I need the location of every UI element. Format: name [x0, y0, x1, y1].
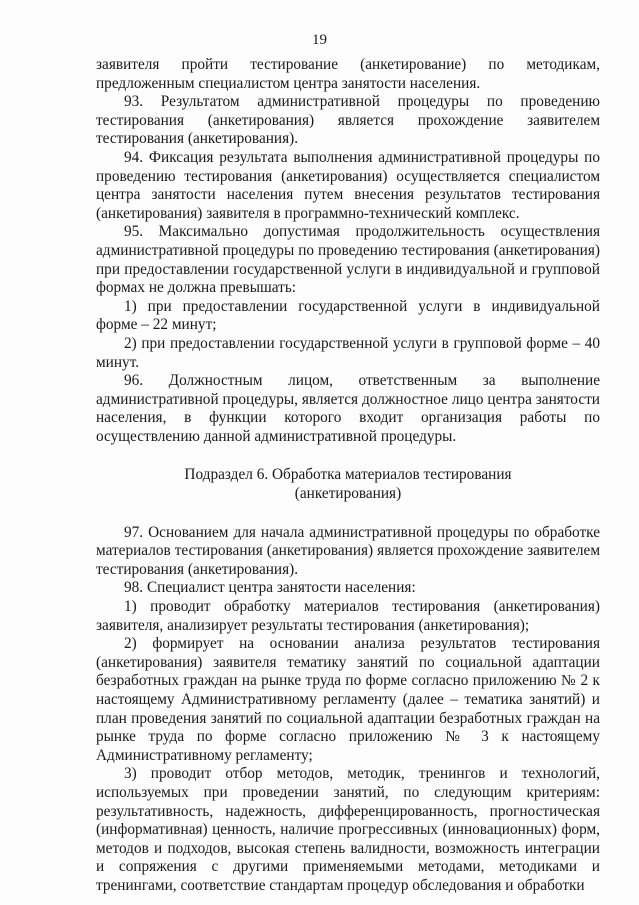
subsection-heading [96, 466, 600, 503]
page-number: 19 [312, 32, 327, 48]
document-body [96, 56, 600, 896]
paragraph-98: 98. Специалист центра занятости населения: [124, 579, 416, 597]
subsection-heading-line1: Подраздел 6. Обработка материалов тестирования [184, 466, 512, 484]
paragraph-continuation: заявителя пройти тестирование (анкетирование) по методикам, предложенным специалистом центра занятости населения. [96, 56, 600, 92]
paragraph-93: 93. Результатом административной процедуры по проведению тестирования (анкетирования) является прохождение заявителем тестирования (анкетирования). [96, 93, 600, 148]
paragraph-98-item-1: 1) проводит обработку материалов тестирования (анкетирования) заявителя, анализирует результаты тестирования (анкетирования); [96, 598, 600, 634]
paragraph-95-item-2: 2) при предоставлении государственной услуги в групповой форме – 40 минут. [96, 334, 600, 371]
subsection-heading-line2: (анкетирования) [294, 485, 402, 503]
paragraph-94: 94. Фиксация результата выполнения административной процедуры по проведению тестирования (анкетирования) осуществляется специалистом центра занятости населения путем внесения результатов тестирования (анкетирования) заявителя в программно-технический комплекс. [96, 148, 600, 222]
paragraph-97: 97. Основанием для начала административной процедуры по обработке материалов тестирования (анкетирования) является прохождение заявителем тестирования (анкетирования). [96, 523, 600, 578]
paragraph-98-item-3: 3) проводит отбор методов, методик, тренингов и технологий, используемых при проведении занятий, по следующим критериям: результативность, надежность, дифференцированность, прогностическая (информативная) ценность, наличие прогрессивных (инновационных) форм, методов и подходов, высокая степень валидности, возможность интеграции и сопряжения с другими применяемыми методами, методиками и тренингами, соответствие стандартам процедур обследования и обработки [96, 765, 600, 894]
paragraph-96: 96. Должностным лицом, ответственным за выполнение административной процедуры, является должностное лицо центра занятости населения, в функции которого входит организация работы по осуществлению данной административной процедуры. [96, 372, 600, 445]
paragraph-95-item-1: 1) при предоставлении государственной услуги в индивидуальной форме – 22 минут; [96, 297, 600, 334]
paragraph-95: 95. Максимально допустимая продолжительность осуществления административной процедуры по проведению тестирования (анкетирования) при предоставлении государственной услуги в индивидуальной и групповой формах не должна превышать: [96, 223, 600, 297]
paragraph-98-item-2: 2) формирует на основании анализа результатов тестирования (анкетирования) заявителя тематику занятий по социальной адаптации безработных граждан на рынке труда по форме согласно приложению № 2 к настоящему Административному регламенту (далее – тематика занятий) и план проведения занятий по социальной адаптации безработных граждан на рынке труда по форме согласно приложению № 3 к настоящему Административному регламенту; [96, 635, 600, 764]
